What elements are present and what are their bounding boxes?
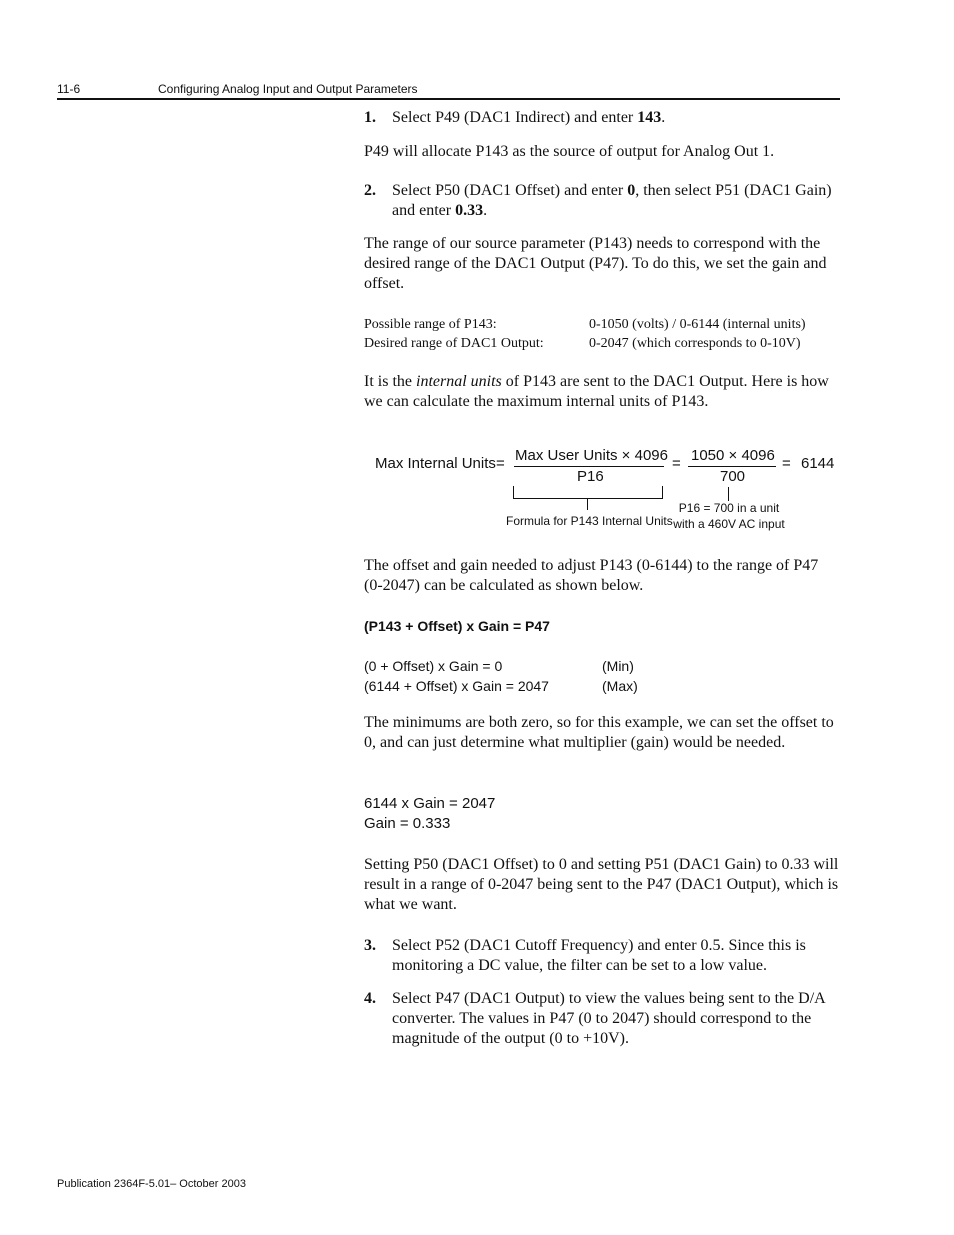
fraction1-line	[514, 466, 664, 467]
paragraph-minimums: The minimums are both zero, so for this example, we can set the offset to 0, and can just determine what multiplier (gain) would be needed.	[364, 714, 834, 751]
step-text: Select P47 (DAC1 Output) to view the values being sent to the D/A converter. The values in P47 (0 to 2047) should correspond to the magnitude of the output (0 to +10V).	[392, 990, 825, 1047]
footer-publication: Publication 2364F-5.01– October 2003	[57, 1178, 246, 1190]
fraction2-numerator: 1050 × 4096	[691, 447, 775, 464]
header-rule	[57, 98, 840, 100]
range-row	[364, 334, 840, 353]
range-row	[364, 315, 840, 334]
step-2	[364, 181, 840, 221]
paragraph-offset-gain: The offset and gain needed to adjust P143 (0-6144) to the range of P47 (0-2047) can be calculated as shown below.	[364, 557, 819, 594]
gain-calc	[364, 794, 840, 834]
paragraph-internal-units: It is the internal units of P143 are sent to the DAC1 Output. Here is how we can calculate the maximum internal units of P143.	[364, 373, 829, 410]
equation-note: (Max)	[602, 678, 638, 694]
gain-calc-line: 6144 x Gain = 2047	[364, 795, 496, 812]
range-label: Possible range of P143:	[364, 317, 497, 332]
equation-row	[364, 656, 840, 676]
fraction1-denominator: P16	[577, 468, 604, 485]
fraction1-numerator: Max User Units × 4096	[515, 447, 668, 464]
pointer-line	[728, 487, 729, 501]
gain-calc-line: Gain = 0.333	[364, 815, 451, 832]
p16-note	[670, 500, 788, 532]
range-value: 0-1050 (volts) / 0-6144 (internal units)	[589, 317, 806, 332]
paragraph-p49: P49 will allocate P143 as the source of output for Analog Out 1.	[364, 143, 775, 160]
formula-lhs: Max Internal Units	[375, 455, 496, 472]
range-label: Desired range of DAC1 Output:	[364, 336, 544, 351]
formula-result: 6144	[801, 455, 835, 472]
equation-list	[364, 656, 840, 696]
equals-sign: =	[782, 455, 791, 472]
range-value: 0-2047 (which corresponds to 0-10V)	[589, 336, 801, 351]
equals-sign: =	[496, 455, 505, 472]
page-number: 11-6	[57, 82, 81, 96]
equation-note: (Min)	[602, 658, 634, 674]
bracket	[513, 486, 663, 499]
equals-sign: =	[672, 455, 681, 472]
bracket-tick	[587, 499, 588, 510]
fraction2-line	[688, 466, 776, 467]
step-number: 3.	[364, 937, 376, 954]
fraction2-denominator: 700	[720, 468, 746, 485]
step-number: 4.	[364, 990, 376, 1007]
p16-note-line: P16 = 700 in a unit	[678, 501, 780, 515]
paragraph-range-intro: The range of our source parameter (P143) needs to correspond with the desired range of the DAC1 Output (P47). To do this, we set the gain and offset.	[364, 235, 827, 292]
equation-title: (P143 + Offset) x Gain = P47	[364, 618, 550, 634]
equation-expr: (6144 + Offset) x Gain = 2047	[364, 678, 549, 694]
step-4	[364, 989, 840, 1049]
equation-expr: (0 + Offset) x Gain = 0	[364, 658, 503, 674]
step-text: Select P50 (DAC1 Offset) and enter 0, then select P51 (DAC1 Gain) and enter 0.33.	[392, 182, 832, 219]
paragraph-setting: Setting P50 (DAC1 Offset) to 0 and setting P51 (DAC1 Gain) to 0.33 will result in a range of 0-2047 being sent to the P47 (DAC1 Output), which is what we want.	[364, 856, 839, 913]
step-number: 1.	[364, 109, 376, 126]
formula-caption: Formula for P143 Internal Units	[506, 514, 673, 528]
formula-figure	[360, 440, 840, 540]
step-text: Select P52 (DAC1 Cutoff Frequency) and enter 0.5. Since this is monitoring a DC value, the filter can be set to a low value.	[392, 937, 806, 974]
range-table	[364, 315, 840, 355]
step-text: Select P49 (DAC1 Indirect) and enter 143.	[392, 109, 666, 126]
step-1	[364, 108, 840, 128]
step-number: 2.	[364, 182, 376, 199]
equation-row	[364, 676, 840, 696]
step-3	[364, 936, 840, 976]
p16-note-line: with a 460V AC input	[673, 517, 785, 531]
section-title: Configuring Analog Input and Output Parameters	[158, 82, 418, 96]
